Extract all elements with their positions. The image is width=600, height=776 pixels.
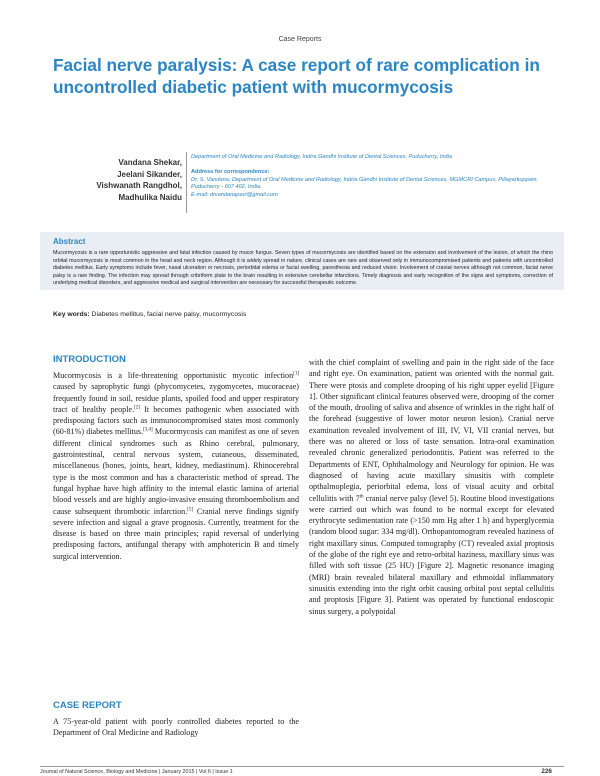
right-column-paragraph: with the chief complaint of swelling and pain in the right side of the face and right eye. On examination, patient was oriented with the normal gait. There were ptosis and complete drooping of his right upper eyelid [Figure 1]. Other significant clinical features observed were, drooping of the corner of the mouth, drooling of saliva and absence of wrinkles in the right half of the forehead (suggestive of lower motor neuron lesion). Cranial nerve examination revealed involvement of III, IV, VI, VII cranial nerves, but there was no altered or loss of taste sensation. Intra-oral examination revealed chronic generalized periodontitis. Patient was referred to the Departments of ENT, Ophthalmology and Neurology for opinion. He was diagnosed of having acute maxillary sinusitis with complete opthalmoplegia, periorbital edema, loss of visual acuity and orbital cellulitis with 7th cranial nerve palsy (level 5). Routine blood investigations were carried out which was found to be normal except for elevated erythrocyte sedimentation rate (>150 mm Hg after 1 h) and hyperglycemia (random blood sugar: 334 mg/dl). Orthopantomogram revealed haziness of right maxillary sinus. Computed tomography (CT) revealed axial proptosis of the globe of the right eye and retro-orbital haziness, maxillary sinus was filled with soft tissue (25 HU) [Figure 2]. Magnetic resonance imaging (MRI) brain revealed bilateral maxillary and ethmoidal inflammatory sinusitis extending into the right orbit causing orbital post septal cellulitis and proptosis [Figure 3]. Patient was operated by functional endoscopic sinus surgery, a polypoidal <box>309 358 555 616</box>
abstract-heading: Abstract <box>53 237 86 246</box>
correspondence-heading: Address for correspondence: <box>191 169 270 176</box>
abstract-text: Mucormycosis is a rare opportunistic aggressive and fatal infection caused by mucor fungus. Seven types of mucormycosis are identified based on the extension and involvement of the lesion, of which the rhino orbital mucormycosis is most common in the head and neck region. Although it is widely spread in nature, clinical cases are rare and observed only in immunocompromised patients and patients with uncontrolled diabetes mellitus. Early symptoms include fever, nasal ulceration or necrosis, periorbital edema or facial swelling, paresthesia and reduced vision. Involvement of cranial nerves although not common, facial nerve palsy is a rare finding. The infection may spread through cribriform plate to the brain resulting in extensive cerebellar infarctions. Timely diagnosis and early recognition of the signs and symptoms, correction of underlying medical disorders, and aggressive medical and surgical intervention are necessary for successful therapeutic outcome. <box>53 250 553 287</box>
ordinal-superscript: th <box>359 493 364 499</box>
author-name: Vishwanath Rangdhol, <box>96 181 182 190</box>
affiliation-divider <box>186 152 187 213</box>
author-name: Vandana Shekar, <box>118 158 182 167</box>
author-list <box>60 157 182 203</box>
author-name: Jeelani Sikander, <box>117 169 182 179</box>
citation-ref: [2] <box>134 405 140 411</box>
keywords-label: Key words: <box>53 311 90 318</box>
footer-divider <box>40 766 564 767</box>
keywords <box>53 311 553 318</box>
correspondence-email: E-mail: drvandanapavi@gmail.com <box>191 191 278 198</box>
case-report-heading: CASE REPORT <box>53 700 122 711</box>
citation-ref: [1] <box>293 371 299 377</box>
affiliation-block <box>191 154 556 199</box>
page-number: 226 <box>541 768 552 775</box>
intro-paragraph: Mucormycosis is a life-threatening opportunistic mycotic infection[1] caused by saprophytic fungi (phycomycetes, zygomycetes, mucoraceae) frequently found in soil, residue plants, spoiled food and upper respiratory tract of healthy people.[2] It becomes pathogenic when associated with predisposing factors such as immunocompromised states most commonly (60-81%) diabetes mellitus.[3,4] Mucormycosis can manifest as one of seven different clinical syndromes such as Rhino cerebral, pulmonary, gastrointestinal, central nervous system, cutaneous, disseminated, miscellaneous (bones, joints, heart, kidney, mediastinum). Rhinocerebral type is the most common and has a characteristic method of spread. The fungal hyphae have high affinity to the internal elastic lamina of arterial blood vessels and are highly angio-invasive ensuing thromboembolism and cause subsequent thrombotic infarction.[5] Cranial nerve findings signify severe infection and signal a grave prognosis. Currently, treatment for the disease is based on three main principles; rapid reversal of underlying predisposing factors, antifungal therapy with amphotericin B and timely surgical intervention. <box>53 371 300 561</box>
journal-footer: Journal of Natural Science, Biology and Medicine | January 2015 | Vol 6 | Issue 1 <box>40 769 233 775</box>
citation-ref: [3,4] <box>143 427 153 433</box>
keywords-text: Diabetes mellitus, facial nerve palsy, mucormycosis <box>91 311 247 318</box>
case-report-paragraph: A 75-year-old patient with poorly controlled diabetes reported to the Department of Oral Medicine and Radiology <box>53 717 299 738</box>
section-label: Case Reports <box>278 36 322 43</box>
correspondence-address: Dr. S. Vandana, Department of Oral Medicine and Radiology, Indira Gandhi Institute of Dental Sciences, MGMCRI Campus, Pillayarkuppam, Puducherry - 607 402, India. <box>191 176 539 191</box>
article-title: Facial nerve paralysis: A case report of rare complication in uncontrolled diabetic patient with mucormycosis <box>53 55 540 97</box>
intro-heading: INTRODUCTION <box>53 354 126 365</box>
citation-ref: [5] <box>187 506 194 512</box>
author-name: Madhulika Naidu <box>118 192 182 202</box>
affiliation: Department of Oral Medicine and Radiology, Indira Gandhi Institute of Dental Sciences, Puducherry, India <box>191 154 452 160</box>
